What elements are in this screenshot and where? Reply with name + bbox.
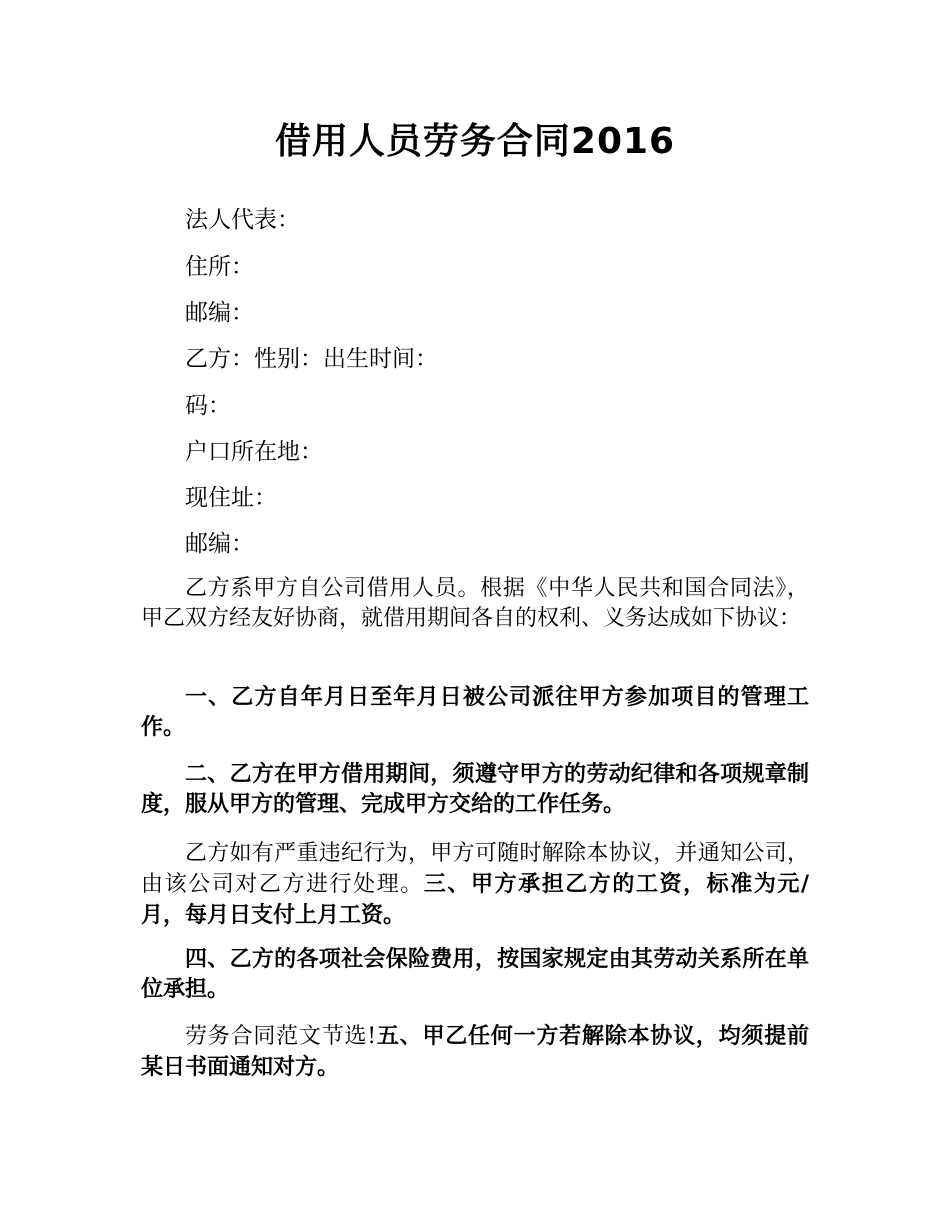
intro-paragraph: 乙方系甲方自公司借用人员。根据《中华人民共和国合同法》，甲乙双方经友好协商，就借用期间各自的权利、义务达成如下协议： xyxy=(141,576,809,631)
clause-2-note: 乙方如有严重违纪行为，甲方可随时解除本协议，并通知公司，由该公司对乙方进行处理。 xyxy=(141,841,809,897)
clause-5-paragraph xyxy=(141,1021,809,1083)
field-id-code: 码： xyxy=(185,393,231,419)
clause-2-3-paragraph xyxy=(141,838,809,931)
field-residence: 住所： xyxy=(185,254,254,280)
promo-text: 劳务合同范文节选! xyxy=(185,1024,377,1049)
field-current-address: 现住址： xyxy=(185,485,277,511)
field-household-registration: 户口所在地： xyxy=(185,439,323,465)
field-party-b-info: 乙方：性别：出生时间： xyxy=(185,346,438,372)
field-postcode-2: 邮编： xyxy=(185,531,254,557)
clause-1-paragraph: 一、乙方自年月日至年月日被公司派往甲方参加项目的管理工作。 xyxy=(141,685,809,740)
field-postcode: 邮编： xyxy=(185,300,254,326)
clause-4-paragraph: 四、乙方的各项社会保险费用，按国家规定由其劳动关系所在单位承担。 xyxy=(141,947,809,1002)
clause-3-text: 三、甲方承担乙方的工资，标准为元/月，每月日支付上月工资。 xyxy=(141,872,809,928)
clause-2-paragraph: 二、乙方在甲方借用期间，须遵守甲方的劳动纪律和各项规章制度，服从甲方的管理、完成甲方交给的工作任务。 xyxy=(141,762,809,817)
field-legal-representative: 法人代表： xyxy=(185,207,300,233)
clause-5-text: 五、甲乙任何一方若解除本协议，均须提前某日书面通知对方。 xyxy=(141,1024,809,1080)
document-title: 借用人员劳务合同2016 xyxy=(274,121,676,162)
